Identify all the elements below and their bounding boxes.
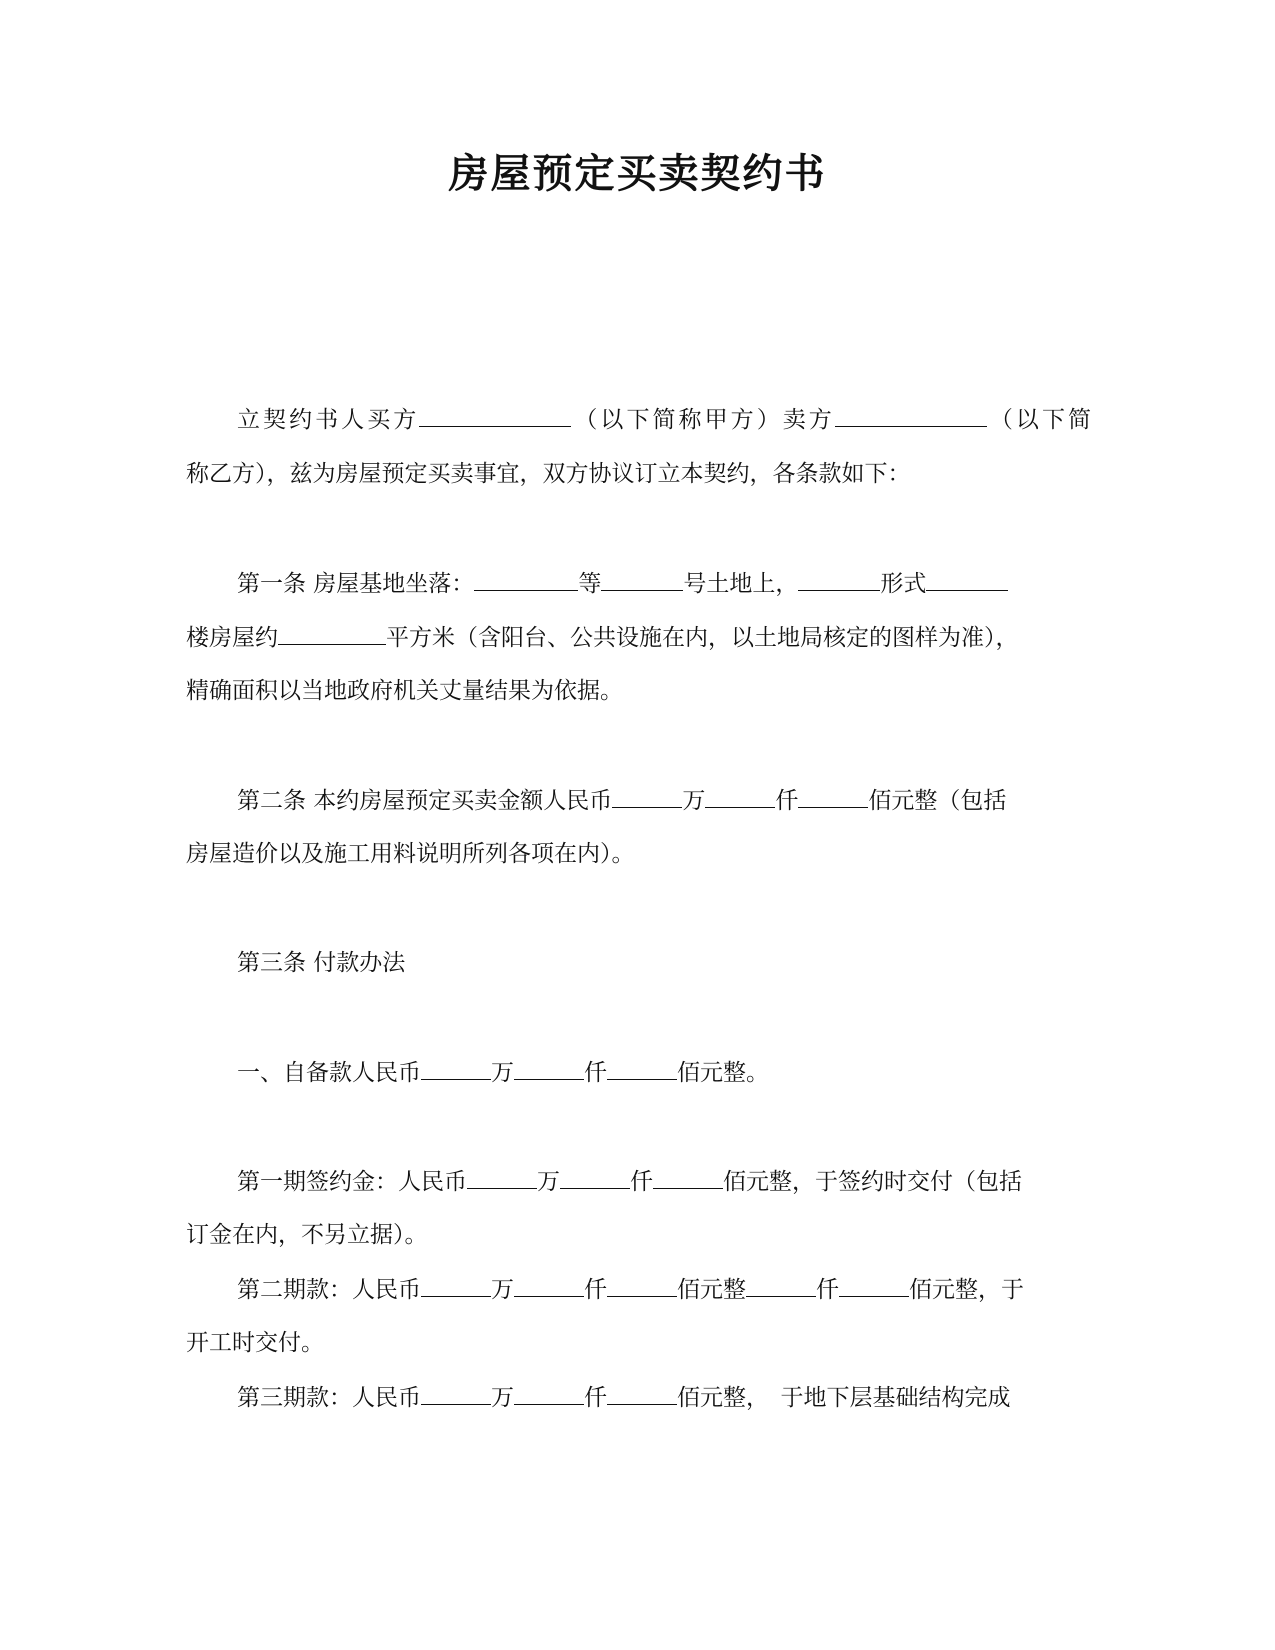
unit-qian: 仟	[584, 1277, 607, 1303]
price-bai-blank[interactable]	[798, 785, 868, 808]
form-blank[interactable]	[926, 568, 1008, 591]
payment-2-line-1	[237, 1274, 1091, 1305]
buyer-blank[interactable]	[419, 404, 571, 427]
article-1-line-2	[186, 622, 1091, 653]
buyer-label: 立契约书人买方	[237, 407, 420, 433]
text-land-number: 号土地上，	[683, 571, 799, 597]
text-p3-terms: 佰元整， 于地下层基础结构完成	[677, 1385, 1011, 1411]
text-p1-terms: 佰元整，于签约时交付（包括	[723, 1169, 1022, 1195]
payment-2-line-2: 开工时交付。	[186, 1330, 324, 1356]
p1-wan-blank[interactable]	[467, 1166, 537, 1189]
p3-qian-blank[interactable]	[514, 1382, 584, 1405]
price-qian-blank[interactable]	[705, 785, 775, 808]
intro-line-1	[237, 404, 1091, 435]
p2-qian2-blank[interactable]	[746, 1274, 816, 1297]
self-bai-blank[interactable]	[607, 1057, 677, 1080]
area-blank[interactable]	[278, 622, 386, 645]
unit-qian: 仟	[630, 1169, 653, 1195]
text-deng: 等	[578, 571, 602, 597]
text-bai-yuan-including: 佰元整（包括	[868, 788, 1007, 814]
text-bai-yuan: 佰元整。	[677, 1060, 769, 1086]
article-1-location-label: 第一条 房屋基地坐落：	[237, 571, 475, 597]
self-qian-blank[interactable]	[514, 1057, 584, 1080]
self-wan-blank[interactable]	[421, 1057, 491, 1080]
article-3-heading: 第三条 付款办法	[237, 950, 406, 976]
text-bai-yuan: 佰元整	[677, 1277, 746, 1303]
unit-wan: 万	[491, 1277, 514, 1303]
article-1-line-1	[237, 568, 1091, 599]
location-blank[interactable]	[474, 568, 578, 591]
payment-1-line-2: 订金在内，不另立据）。	[186, 1222, 428, 1248]
self-funded-line	[237, 1057, 1091, 1088]
seller-blank[interactable]	[835, 404, 987, 427]
text-building-about: 楼房屋约	[186, 625, 278, 651]
payment-3-line-1	[237, 1382, 1091, 1413]
unit-qian: 仟	[775, 788, 799, 814]
seller-label: （以下简称甲方）卖方	[571, 407, 835, 433]
text-p2-terms: 佰元整，于	[909, 1277, 1024, 1303]
unit-wan: 万	[491, 1385, 514, 1411]
p3-wan-blank[interactable]	[421, 1382, 491, 1405]
p2-qian-blank[interactable]	[514, 1274, 584, 1297]
payment-2-label: 第二期款：人民币	[237, 1277, 421, 1303]
unit-qian: 仟	[816, 1277, 839, 1303]
p2-bai-blank[interactable]	[607, 1274, 677, 1297]
intro-continuation: （以下简	[986, 407, 1092, 433]
p1-bai-blank[interactable]	[653, 1166, 723, 1189]
article-2-price-label: 第二条 本约房屋预定买卖金额人民币	[237, 788, 613, 814]
self-funded-label: 一、自备款人民币	[237, 1060, 421, 1086]
article-2-line-2: 房屋造价以及施工用料说明所列各项在内）。	[186, 841, 635, 867]
p2-wan-blank[interactable]	[421, 1274, 491, 1297]
unit-qian: 仟	[584, 1060, 607, 1086]
intro-line-2: 称乙方），兹为房屋预定买卖事宜，双方协议订立本契约，各条款如下：	[186, 461, 911, 487]
unit-wan: 万	[537, 1169, 560, 1195]
text-area-note: 平方米（含阳台、公共设施在内，以土地局核定的图样为准），	[386, 625, 1019, 651]
unit-wan: 万	[491, 1060, 514, 1086]
type-blank[interactable]	[798, 568, 880, 591]
article-1-line-3: 精确面积以当地政府机关丈量结果为依据。	[186, 678, 623, 704]
unit-wan: 万	[682, 788, 706, 814]
document-title: 房屋预定买卖契约书	[448, 151, 827, 197]
payment-1-label: 第一期签约金：人民币	[237, 1169, 467, 1195]
p1-qian-blank[interactable]	[560, 1166, 630, 1189]
p2-bai2-blank[interactable]	[839, 1274, 909, 1297]
article-2-line-1	[237, 785, 1091, 816]
payment-1-line-1	[237, 1166, 1091, 1197]
lot-number-blank[interactable]	[601, 568, 683, 591]
payment-3-label: 第三期款：人民币	[237, 1385, 421, 1411]
p3-bai-blank[interactable]	[607, 1382, 677, 1405]
price-wan-blank[interactable]	[612, 785, 682, 808]
text-form: 形式	[880, 571, 927, 597]
unit-qian: 仟	[584, 1385, 607, 1411]
